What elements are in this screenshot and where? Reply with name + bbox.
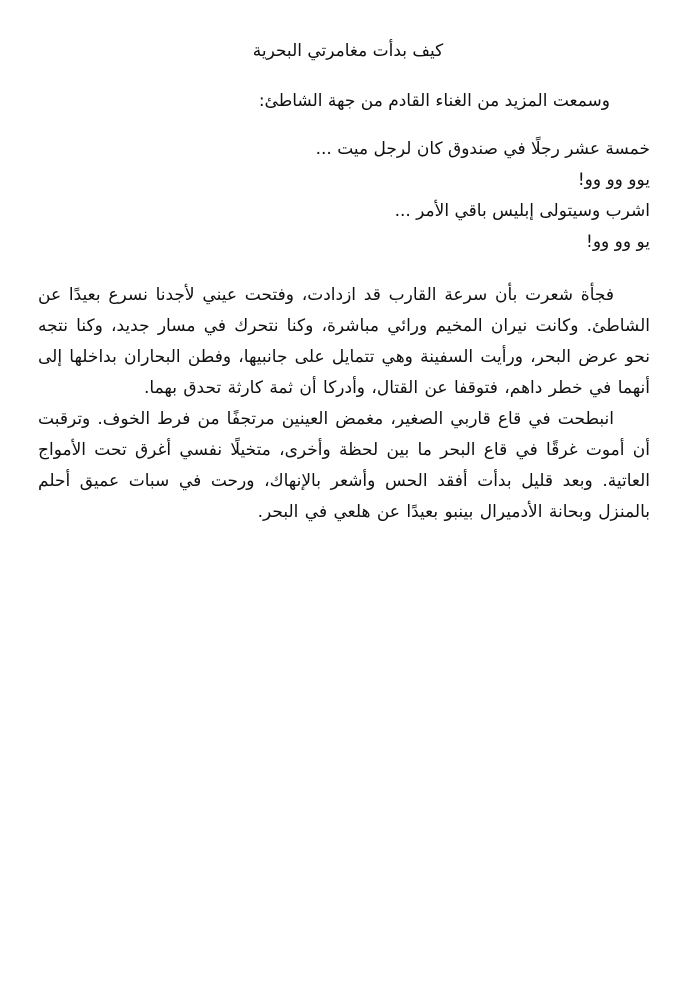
intro-line: وسمعت المزيد من الغناء القادم من جهة الشاطئ: xyxy=(258,91,610,111)
page-title: كيف بدأت مغامرتي البحرية xyxy=(252,41,444,61)
song-line: اشرب وسيتولى إبليس باقي الأمر ... xyxy=(394,201,650,221)
song-verse xyxy=(316,138,650,262)
paragraph: فجأة شعرت بأن سرعة القارب قد ازدادت، وفتحت عيني لأجدنا نسرع بعيدًا عن الشاطئ. وكانت نيران المخيم ورائي مباشرة، وكنا نتحرك في مسار جديد، وكنا نتجه نحو عرض البحر، ورأيت السفينة وهي تتمايل على جانبيها، وفطن البحاران بداخلها إلى أنهما في خطر داهم، فتوقفا عن القتال، وأدركا أن ثمة كارثة تحدق بهما. xyxy=(38,285,650,398)
paragraph: انبطحت في قاع قاربي الصغير، مغمض العينين مرتجفًا من فرط الخوف. وترقبت أن أموت غرقًا في قاع البحر ما بين لحظة وأخرى، متخيلًا نفسي أغرق تحت الأمواج العاتية. وبعد قليل بدأت أفقد الحس وأشعر بالإنهاك، ورحت في سبات عميق أحلم بالمنزل وبحانة الأدميرال بينبو بعيدًا عن هلعي في البحر. xyxy=(38,409,650,522)
song-line: خمسة عشر رجلًا في صندوق كان لرجل ميت ... xyxy=(315,139,650,159)
song-line: يو وو وو! xyxy=(586,232,650,252)
song-line: يوو وو وو! xyxy=(577,170,650,190)
body-text xyxy=(38,280,650,528)
